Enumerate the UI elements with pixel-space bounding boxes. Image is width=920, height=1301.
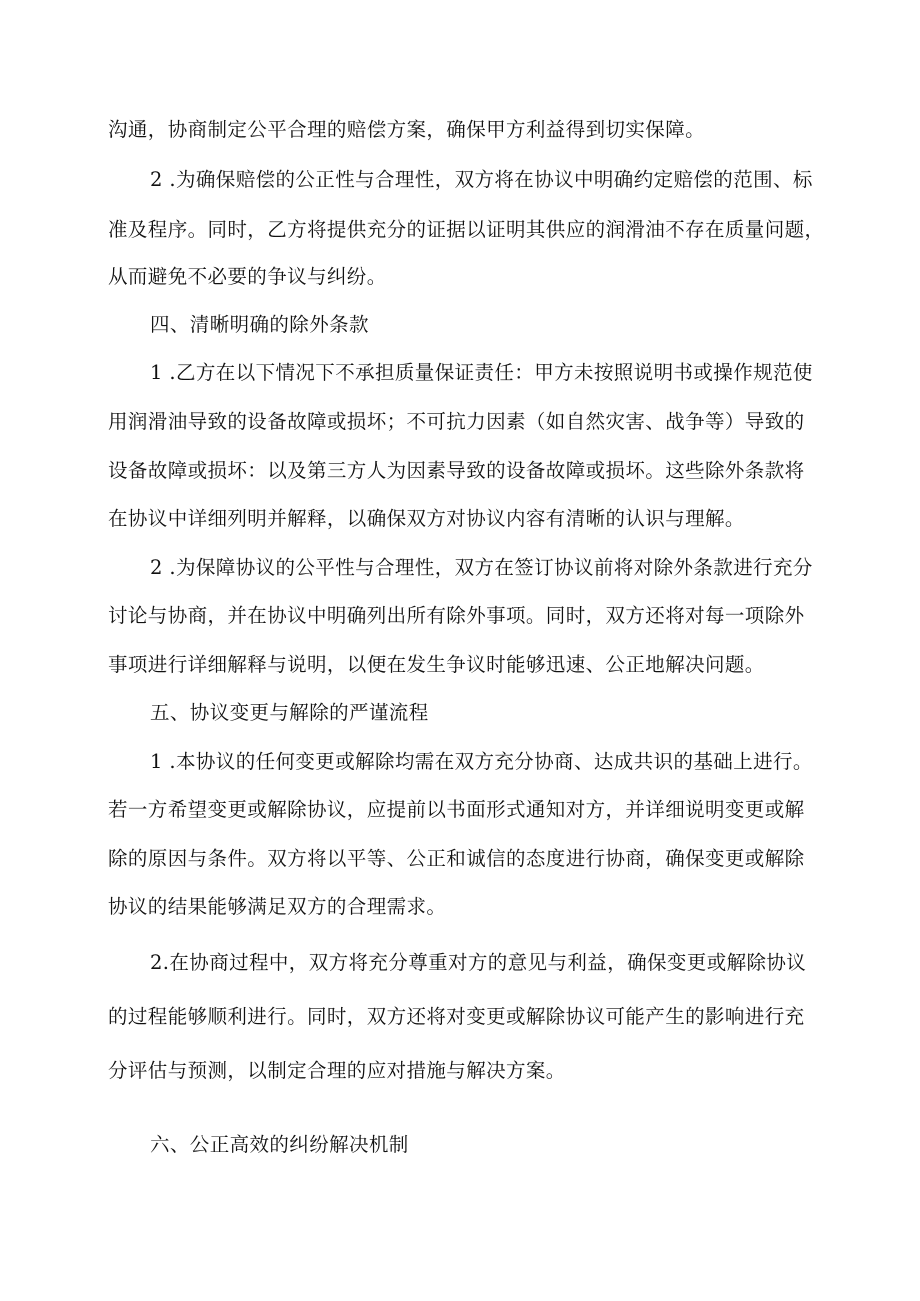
clause-1-line: 协议的结果能够满足双方的合理需求。 [108,895,447,918]
clause-2-line: 2 .为确保赔偿的公正性与合理性，双方将在协议中明确约定赔偿的范围、标 [150,168,813,191]
clause-2-line: 准及程序。同时，乙方将提供充分的证据以证明其供应的润滑油不存在质量问题， [108,218,825,241]
section-heading-4: 四、清晰明确的除外条款 [150,313,369,336]
clause-2-line: 2 .为保障协议的公平性与合理性，双方在签订协议前将对除外条款进行充分 [150,556,813,579]
section-heading-5: 五、协议变更与解除的严谨流程 [150,701,429,724]
clause-2-line: 2.在协商过程中，双方将充分尊重对方的意见与利益，确保变更或解除协议 [150,951,807,974]
clause-1-line: 用润滑油导致的设备故障或损坏；不可抗力因素（如自然灾害、战争等）导致的 [108,410,805,433]
section-heading-6: 六、公正高效的纠纷解决机制 [150,1133,409,1156]
clause-1-line: 若一方希望变更或解除协议，应提前以书面形式通知对方，并详细说明变更或解 [108,798,805,821]
clause-1-line: 1 .乙方在以下情况下不承担质量保证责任：甲方未按照说明书或操作规范使 [150,361,813,384]
clause-1-line: 除的原因与条件。双方将以平等、公正和诚信的态度进行协商，确保变更或解除 [108,847,805,870]
clause-2-line: 讨论与协商，并在协议中明确列出所有除外事项。同时，双方还将对每一项除外 [108,604,805,627]
clause-2-line: 的过程能够顺利进行。同时，双方还将对变更或解除协议可能产生的影响进行充 [108,1005,805,1028]
clause-1-line: 在协议中详细列明并解释，以确保双方对协议内容有清晰的认识与理解。 [108,507,745,530]
paragraph-line: 沟通，协商制定公平合理的赔偿方案，确保甲方利益得到切实保障。 [108,118,706,141]
clause-1-line: 1 .本协议的任何变更或解除均需在双方充分协商、达成共识的基础上进行。 [150,750,813,773]
clause-2-line: 事项进行详细解释与说明，以便在发生争议时能够迅速、公正地解决问题。 [108,653,765,676]
clause-2-line: 分评估与预测，以制定合理的应对措施与解决方案。 [108,1059,566,1082]
clause-1-line: 设备故障或损坏：以及第三方人为因素导致的设备故障或损坏。这些除外条款将 [108,459,805,482]
clause-2-line: 从而避免不必要的争议与纠纷。 [108,265,387,288]
